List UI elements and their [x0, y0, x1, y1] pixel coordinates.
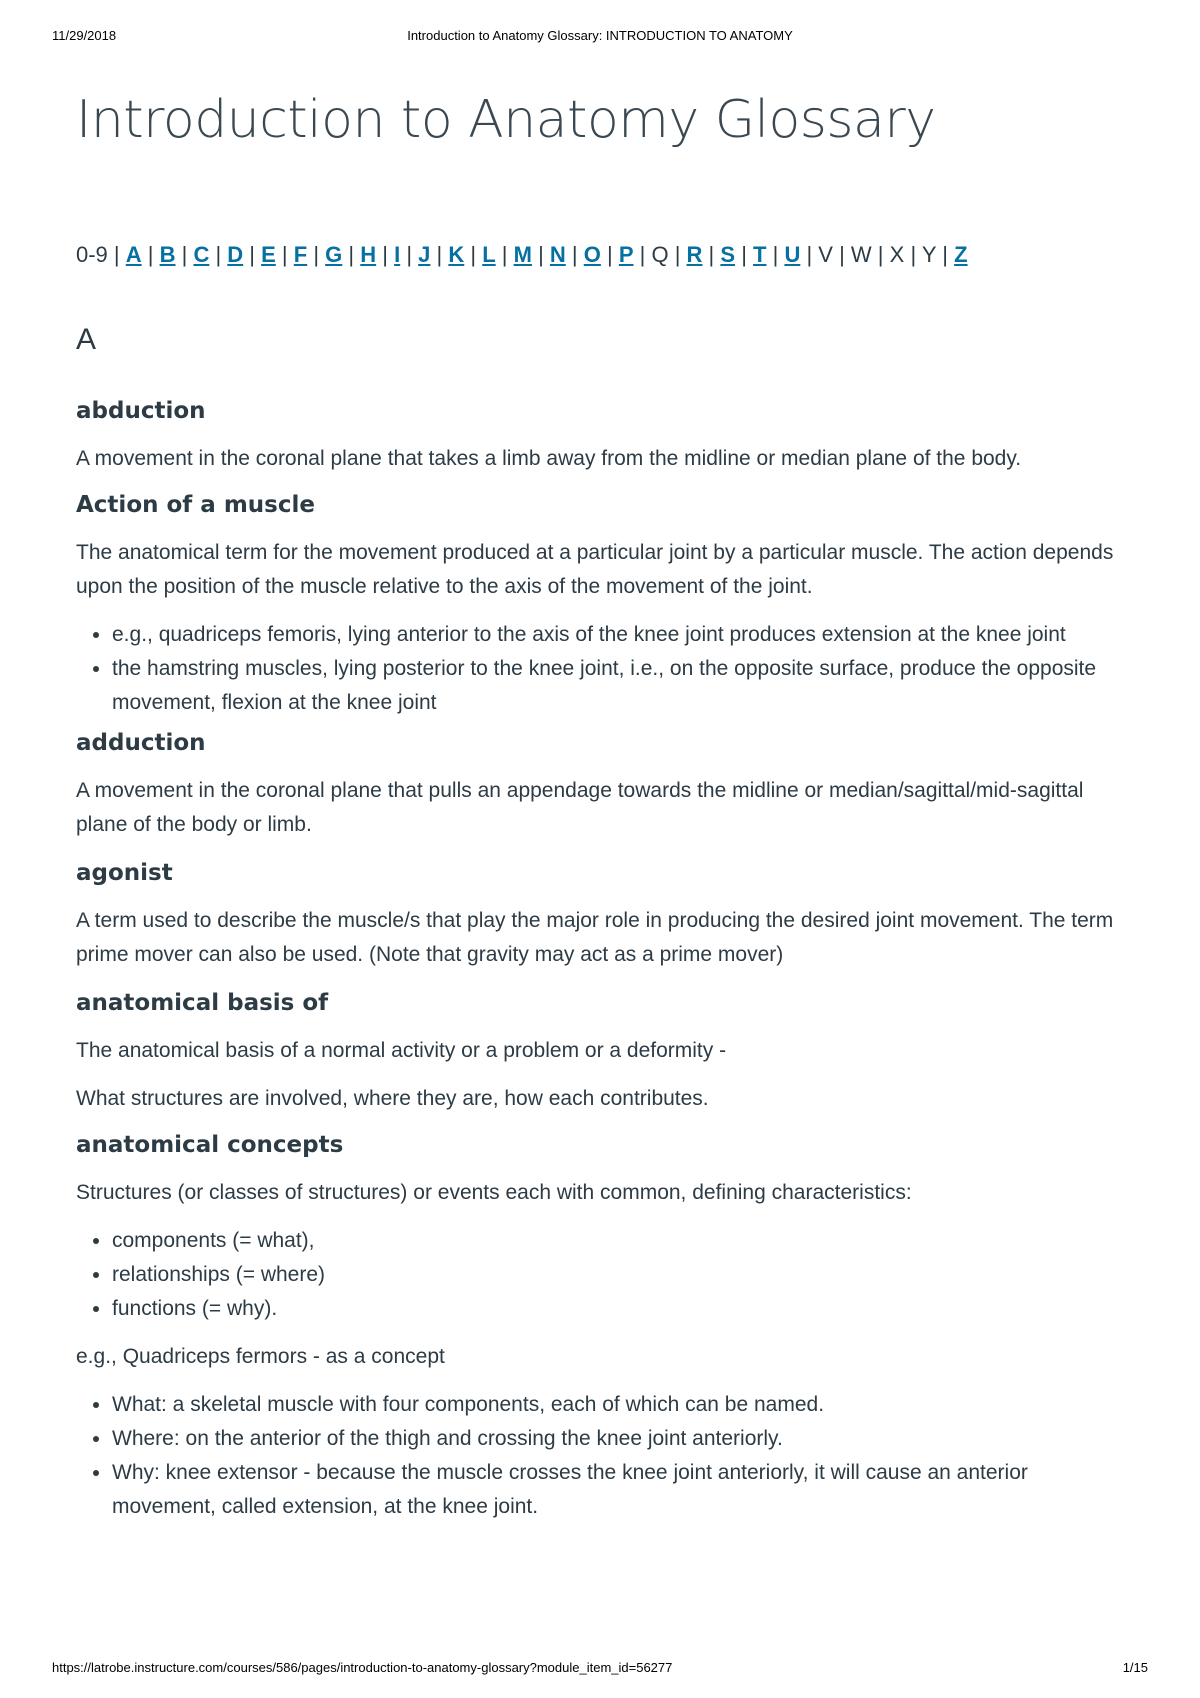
alphabet-link-s[interactable]: S [720, 242, 736, 267]
page-number: 1/15 [1122, 1660, 1148, 1675]
alphabet-nav-separator: | [113, 242, 126, 267]
alphabet-nav-separator: | [668, 242, 687, 267]
alphabet-link-u[interactable]: U [784, 242, 801, 267]
alphabet-nav-separator: | [430, 242, 449, 267]
alphabet-link-q: Q [651, 242, 669, 267]
alphabet-link-p[interactable]: P [618, 242, 634, 267]
alphabet-nav-lead: 0-9 [76, 242, 108, 267]
alphabet-nav-separator: | [495, 242, 514, 267]
entry-term-anatomical-basis: anatomical basis of [76, 990, 329, 1016]
print-date: 11/29/2018 [52, 28, 117, 43]
alphabet-link-f[interactable]: F [293, 242, 308, 267]
entry-term-anatomical-concepts: anatomical concepts [76, 1132, 344, 1158]
entry-term-adduction: adduction [76, 730, 206, 756]
alphabet-link-c[interactable]: C [193, 242, 210, 267]
alphabet-link-m[interactable]: M [513, 242, 532, 267]
entry-definition-anatomical-basis: The anatomical basis of a normal activity or a problem or a deformity - [76, 1039, 727, 1062]
alphabet-link-o[interactable]: O [583, 242, 601, 267]
alphabet-nav-separator: | [243, 242, 262, 267]
alphabet-nav-separator: | [600, 242, 619, 267]
concepts-example-intro: e.g., Quadriceps fermors - as a concept [76, 1345, 445, 1368]
print-url: https://latrobe.instructure.com/courses/586/pages/introduction-to-anatomy-glossary?module_item_id=56277 [52, 1660, 673, 1675]
alphabet-nav-separator: | [735, 242, 754, 267]
alphabet-link-v: V [818, 242, 833, 267]
alphabet-nav-separator: | [400, 242, 419, 267]
alphabet-link-b[interactable]: B [159, 242, 176, 267]
list-item: • relationships (= where) [112, 1258, 1116, 1292]
alphabet-link-e[interactable]: E [261, 242, 276, 267]
alphabet-link-h[interactable]: H [360, 242, 377, 267]
alphabet-link-w: W [850, 242, 872, 267]
entry-term-action-of-a-muscle: Action of a muscle [76, 492, 315, 518]
alphabet-nav-separator: | [565, 242, 584, 267]
section-letter-heading: A [76, 323, 97, 356]
list-item: • functions (= why). [112, 1292, 1116, 1326]
alphabet-nav-separator: | [702, 242, 721, 267]
print-title: Introduction to Anatomy Glossary: INTRODUCTION TO ANATOMY [407, 28, 793, 43]
list-item: • Where: on the anterior of the thigh and crossing the knee joint anteriorly. [112, 1422, 1116, 1456]
alphabet-link-i[interactable]: I [394, 242, 401, 267]
list-item: • the hamstring muscles, lying posterior to the knee joint, i.e., on the opposite surface, produce the opposite movement, flexion at the knee joint [112, 652, 1116, 720]
entry-definition-action-of-a-muscle: The anatomical term for the movement produced at a particular joint by a particular muscle. The action depends upon the position of the muscle relative to the axis of the movement of the joint. [76, 541, 1114, 598]
entry-definition-adduction: A movement in the coronal plane that pulls an appendage towards the midline or median/sagittal/mid-sagittal plane of the body or limb. [76, 779, 1084, 836]
alphabet-nav-separator: | [832, 242, 851, 267]
entry-definition-anatomical-basis-2: What structures are involved, where they are, how each contributes. [76, 1087, 709, 1110]
alphabet-link-r[interactable]: R [686, 242, 703, 267]
alphabet-link-n[interactable]: N [549, 242, 566, 267]
alphabet-nav-separator: | [633, 242, 652, 267]
alphabet-link-k[interactable]: K [448, 242, 465, 267]
alphabet-nav-separator: | [209, 242, 228, 267]
action-examples-list [76, 618, 1116, 720]
alphabet-link-a[interactable]: A [125, 242, 142, 267]
entry-term-abduction: abduction [76, 398, 206, 424]
alphabet-nav-separator: | [307, 242, 326, 267]
list-item: • Why: knee extensor - because the muscle crosses the knee joint anteriorly, it will cause an anterior movement, called extension, at the knee joint. [112, 1456, 1116, 1524]
print-header [52, 28, 1148, 48]
alphabet-nav [76, 240, 1116, 270]
alphabet-link-t[interactable]: T [753, 242, 767, 267]
print-footer [52, 1660, 1148, 1680]
concepts-example-list [76, 1388, 1116, 1524]
alphabet-nav-separator: | [766, 242, 785, 267]
page-content [76, 84, 1116, 1524]
entry-definition-anatomical-concepts: Structures (or classes of structures) or events each with common, defining characteristics: [76, 1181, 912, 1204]
alphabet-nav-separator: | [464, 242, 483, 267]
alphabet-nav-separator: | [342, 242, 361, 267]
alphabet-link-y: Y [921, 242, 937, 267]
alphabet-nav-separator: | [936, 242, 955, 267]
page-title: Introduction to Anatomy Glossary [76, 90, 936, 150]
alphabet-link-g[interactable]: G [325, 242, 343, 267]
alphabet-nav-separator: | [904, 242, 922, 267]
alphabet-link-j[interactable]: J [418, 242, 431, 267]
alphabet-nav-separator: | [871, 242, 890, 267]
alphabet-nav-separator: | [175, 242, 194, 267]
alphabet-nav-separator: | [531, 242, 550, 267]
entry-term-agonist: agonist [76, 860, 173, 886]
entry-definition-abduction: A movement in the coronal plane that takes a limb away from the midline or median plane of the body. [76, 447, 1022, 470]
alphabet-link-l[interactable]: L [482, 242, 496, 267]
entry-definition-agonist: A term used to describe the muscle/s that play the major role in producing the desired joint movement. The term prime mover can also be used. (Note that gravity may act as a prime mover) [76, 909, 1114, 966]
list-item: • components (= what), [112, 1224, 1116, 1258]
alphabet-nav-separator: | [376, 242, 395, 267]
list-item: • e.g., quadriceps femoris, lying anterior to the axis of the knee joint produces extension at the knee joint [112, 618, 1116, 652]
alphabet-link-z[interactable]: Z [954, 242, 968, 267]
alphabet-nav-separator: | [275, 242, 294, 267]
alphabet-link-x: X [889, 242, 905, 267]
alphabet-link-d[interactable]: D [227, 242, 244, 267]
alphabet-nav-separator: | [141, 242, 160, 267]
alphabet-nav-separator: | [800, 242, 819, 267]
concepts-characteristics-list [76, 1224, 1116, 1326]
list-item: • What: a skeletal muscle with four components, each of which can be named. [112, 1388, 1116, 1422]
